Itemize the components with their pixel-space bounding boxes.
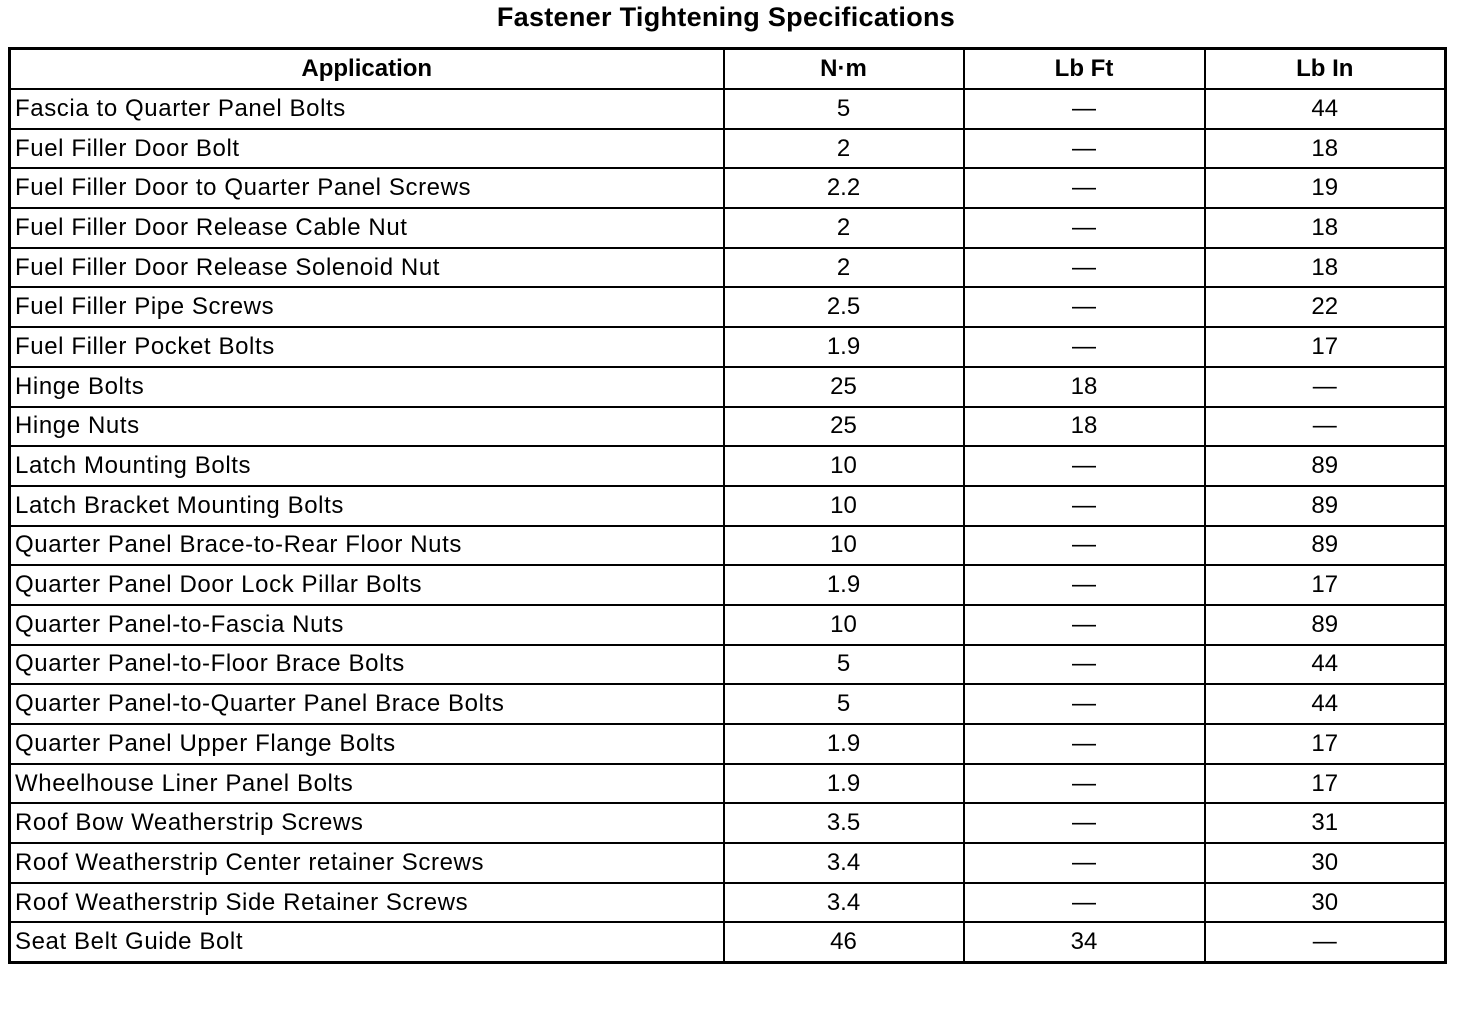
cell-application: Seat Belt Guide Bolt bbox=[10, 922, 724, 962]
cell-application: Hinge Nuts bbox=[10, 407, 724, 447]
cell-application: Fuel Filler Door Release Cable Nut bbox=[10, 208, 724, 248]
cell-lbft: — bbox=[964, 565, 1205, 605]
cell-lbin: — bbox=[1205, 407, 1446, 447]
table-row bbox=[10, 208, 1446, 248]
cell-application: Quarter Panel-to-Quarter Panel Brace Bolts bbox=[10, 684, 724, 724]
fastener-spec-table bbox=[8, 47, 1447, 964]
cell-lbin: 19 bbox=[1205, 168, 1446, 208]
cell-lbin: 44 bbox=[1205, 684, 1446, 724]
cell-lbin: 18 bbox=[1205, 248, 1446, 288]
column-header-lbin: Lb In bbox=[1205, 49, 1446, 90]
cell-lbin: 18 bbox=[1205, 129, 1446, 169]
cell-lbft: — bbox=[964, 526, 1205, 566]
cell-lbft: — bbox=[964, 883, 1205, 923]
cell-lbft: — bbox=[964, 129, 1205, 169]
cell-lbin: 17 bbox=[1205, 724, 1446, 764]
cell-lbin: 89 bbox=[1205, 486, 1446, 526]
cell-application: Quarter Panel-to-Fascia Nuts bbox=[10, 605, 724, 645]
column-header-lbft: Lb Ft bbox=[964, 49, 1205, 90]
cell-lbft: — bbox=[964, 208, 1205, 248]
page-title: Fastener Tightening Specifications bbox=[496, 2, 956, 32]
cell-nm: 10 bbox=[724, 486, 964, 526]
table-row bbox=[10, 526, 1446, 566]
cell-lbin: 89 bbox=[1205, 605, 1446, 645]
cell-lbin: 31 bbox=[1205, 803, 1446, 843]
cell-lbft: — bbox=[964, 803, 1205, 843]
column-header-nm: N·m bbox=[724, 49, 964, 90]
cell-application: Roof Weatherstrip Side Retainer Screws bbox=[10, 883, 724, 923]
cell-nm: 1.9 bbox=[724, 565, 964, 605]
cell-lbft: — bbox=[964, 486, 1205, 526]
cell-nm: 25 bbox=[724, 367, 964, 407]
cell-nm: 2 bbox=[724, 248, 964, 288]
cell-lbft: 18 bbox=[964, 367, 1205, 407]
table-row bbox=[10, 922, 1446, 962]
cell-application: Hinge Bolts bbox=[10, 367, 724, 407]
cell-application: Roof Bow Weatherstrip Screws bbox=[10, 803, 724, 843]
cell-lbin: 30 bbox=[1205, 883, 1446, 923]
cell-nm: 2 bbox=[724, 129, 964, 169]
cell-nm: 1.9 bbox=[724, 327, 964, 367]
cell-lbin: 44 bbox=[1205, 645, 1446, 685]
cell-application: Fuel Filler Door Release Solenoid Nut bbox=[10, 248, 724, 288]
table-row bbox=[10, 883, 1446, 923]
cell-nm: 1.9 bbox=[724, 764, 964, 804]
cell-lbin: — bbox=[1205, 922, 1446, 962]
cell-nm: 5 bbox=[724, 645, 964, 685]
cell-nm: 1.9 bbox=[724, 724, 964, 764]
cell-nm: 2 bbox=[724, 208, 964, 248]
table-body bbox=[10, 89, 1446, 963]
table-row bbox=[10, 129, 1446, 169]
cell-nm: 10 bbox=[724, 526, 964, 566]
table-row bbox=[10, 446, 1446, 486]
table-row bbox=[10, 89, 1446, 129]
cell-lbft: — bbox=[964, 89, 1205, 129]
table-row bbox=[10, 367, 1446, 407]
table-row bbox=[10, 724, 1446, 764]
cell-lbin: 18 bbox=[1205, 208, 1446, 248]
cell-nm: 10 bbox=[724, 446, 964, 486]
table-row bbox=[10, 486, 1446, 526]
cell-application: Quarter Panel Door Lock Pillar Bolts bbox=[10, 565, 724, 605]
column-header-application: Application bbox=[10, 49, 724, 90]
cell-lbft: — bbox=[964, 684, 1205, 724]
cell-lbin: 89 bbox=[1205, 526, 1446, 566]
cell-application: Fuel Filler Pipe Screws bbox=[10, 287, 724, 327]
cell-lbft: — bbox=[964, 645, 1205, 685]
cell-application: Roof Weatherstrip Center retainer Screws bbox=[10, 843, 724, 883]
cell-lbft: 34 bbox=[964, 922, 1205, 962]
table-row bbox=[10, 803, 1446, 843]
cell-lbft: — bbox=[964, 168, 1205, 208]
table-row bbox=[10, 684, 1446, 724]
cell-nm: 25 bbox=[724, 407, 964, 447]
cell-nm: 10 bbox=[724, 605, 964, 645]
cell-nm: 3.4 bbox=[724, 883, 964, 923]
table-row bbox=[10, 645, 1446, 685]
cell-application: Fuel Filler Door Bolt bbox=[10, 129, 724, 169]
cell-lbft: — bbox=[964, 446, 1205, 486]
cell-lbin: 17 bbox=[1205, 327, 1446, 367]
cell-application: Latch Mounting Bolts bbox=[10, 446, 724, 486]
cell-lbft: — bbox=[964, 764, 1205, 804]
cell-nm: 2.5 bbox=[724, 287, 964, 327]
cell-nm: 5 bbox=[724, 89, 964, 129]
cell-lbin: 22 bbox=[1205, 287, 1446, 327]
cell-nm: 2.2 bbox=[724, 168, 964, 208]
table-row bbox=[10, 168, 1446, 208]
cell-lbin: 44 bbox=[1205, 89, 1446, 129]
table-row bbox=[10, 287, 1446, 327]
cell-nm: 3.4 bbox=[724, 843, 964, 883]
table-row bbox=[10, 565, 1446, 605]
cell-nm: 5 bbox=[724, 684, 964, 724]
cell-lbin: 17 bbox=[1205, 565, 1446, 605]
cell-application: Fascia to Quarter Panel Bolts bbox=[10, 89, 724, 129]
table-row bbox=[10, 327, 1446, 367]
cell-application: Latch Bracket Mounting Bolts bbox=[10, 486, 724, 526]
cell-application: Quarter Panel Upper Flange Bolts bbox=[10, 724, 724, 764]
cell-lbft: — bbox=[964, 287, 1205, 327]
cell-nm: 46 bbox=[724, 922, 964, 962]
table-row bbox=[10, 248, 1446, 288]
cell-lbft: 18 bbox=[964, 407, 1205, 447]
cell-lbft: — bbox=[964, 605, 1205, 645]
cell-lbin: 30 bbox=[1205, 843, 1446, 883]
cell-application: Fuel Filler Door to Quarter Panel Screws bbox=[10, 168, 724, 208]
cell-lbft: — bbox=[964, 248, 1205, 288]
table-row bbox=[10, 843, 1446, 883]
table-row bbox=[10, 605, 1446, 645]
cell-application: Wheelhouse Liner Panel Bolts bbox=[10, 764, 724, 804]
cell-lbft: — bbox=[964, 724, 1205, 764]
cell-lbin: — bbox=[1205, 367, 1446, 407]
cell-application: Quarter Panel-to-Floor Brace Bolts bbox=[10, 645, 724, 685]
cell-application: Quarter Panel Brace-to-Rear Floor Nuts bbox=[10, 526, 724, 566]
table-header-row bbox=[10, 49, 1446, 90]
cell-nm: 3.5 bbox=[724, 803, 964, 843]
cell-lbft: — bbox=[964, 843, 1205, 883]
table-row bbox=[10, 407, 1446, 447]
cell-lbin: 89 bbox=[1205, 446, 1446, 486]
cell-application: Fuel Filler Pocket Bolts bbox=[10, 327, 724, 367]
cell-lbft: — bbox=[964, 327, 1205, 367]
cell-lbin: 17 bbox=[1205, 764, 1446, 804]
table-row bbox=[10, 764, 1446, 804]
